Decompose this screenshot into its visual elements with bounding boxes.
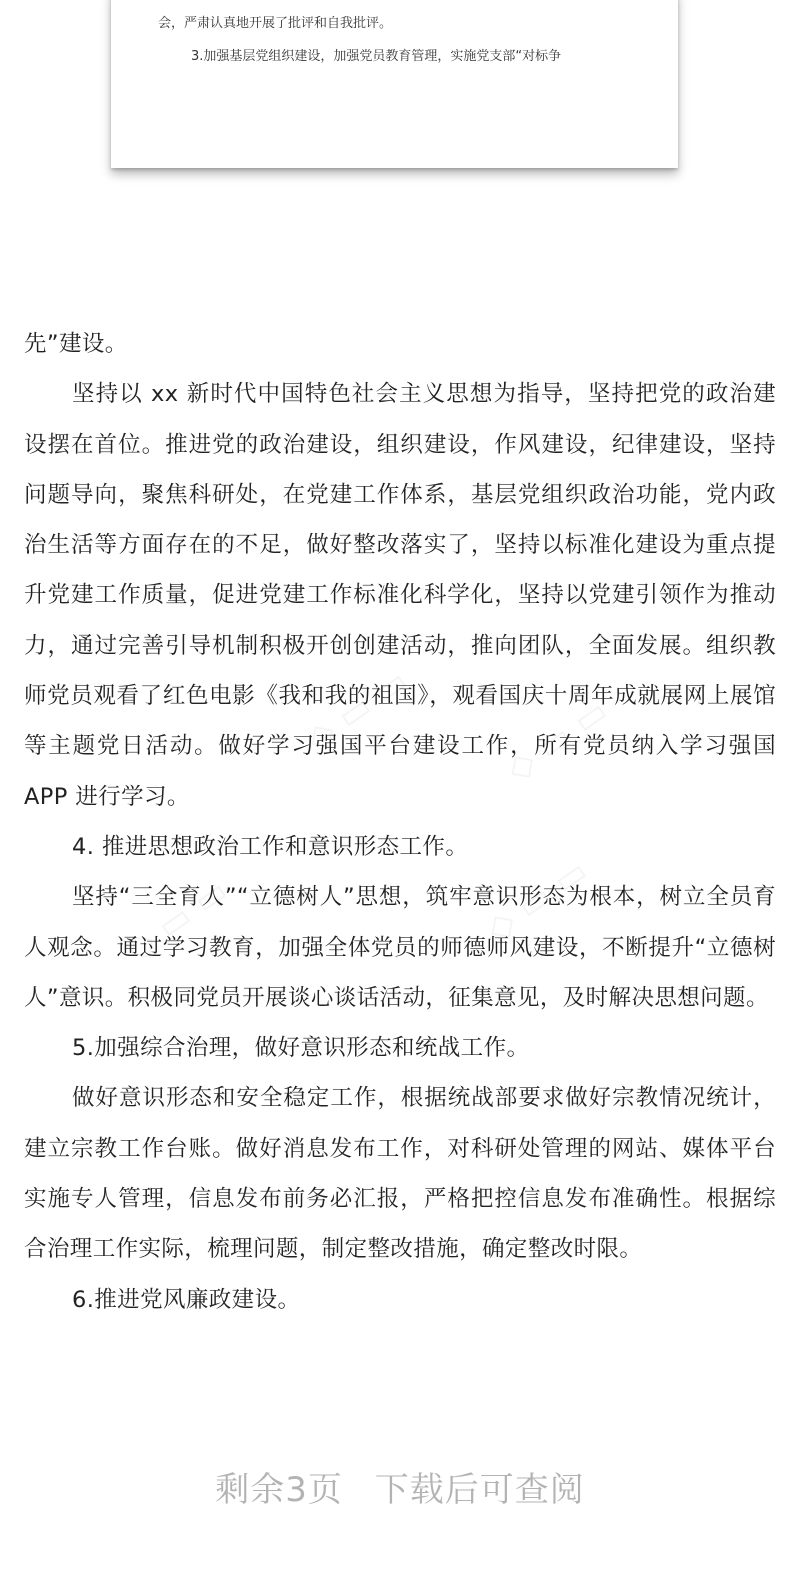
- download-hint-label: 下载后可查阅: [374, 1470, 585, 1510]
- section-heading: 5.加强综合治理，做好意识形态和统战工作。: [72, 1035, 530, 1062]
- preview-text-line: 3.加强基层党组织建设，加强党员教育管理，实施党支部“对标争: [191, 49, 562, 64]
- paragraph: 先”建设。: [24, 331, 128, 357]
- paragraph: 坚持“三全育人”“立德树人”思想，筑牢意识形态为根本，树立全员育人观念。通过学习教育，加强全体党员的师德师风建设，不断提升“立德树人”意识。积极同党员开展谈心谈话活动，征集意见，及时解决思想问题。: [24, 884, 776, 1011]
- remaining-pages-label: 剩余3页: [215, 1470, 343, 1510]
- document-body: [24, 319, 776, 1325]
- download-prompt[interactable]: [0, 1462, 800, 1511]
- document-preview-card: [111, 0, 678, 168]
- paragraph: 坚持以 xx 新时代中国特色社会主义思想为指导，坚持把党的政治建设摆在首位。推进党的政治建设，组织建设，作风建设，纪律建设，坚持问题导向，聚焦科研处，在党建工作体系，基层党组织政治功能，党内政治生活等方面存在的不足，做好整改落实了，坚持以标准化建设为重点提升党建工作质量，促进党建工作标准化科学化，坚持以党建引领作为推动力，通过完善引导机制积极开创创建活动，推向团队，全面发展。组织教师党员观看了红色电影《我和我的祖国》，观看国庆十周年成就展网上展馆等主题党日活动。做好学习强国平台建设工作，所有党员纳入学习强国 APP 进行学习。: [24, 381, 776, 810]
- paragraph: 做好意识形态和安全稳定工作，根据统战部要求做好宗教情况统计，建立宗教工作台账。做好消息发布工作，对科研处管理的网站、媒体平台实施专人管理，信息发布前务必汇报，严格把控信息发布准确性。根据综合治理工作实际，梳理问题，制定整改措施，确定整改时限。: [24, 1085, 776, 1263]
- section-heading: 4. 推进思想政治工作和意识形态工作。: [72, 833, 469, 860]
- section-heading: 6.推进党风廉政建设。: [72, 1286, 301, 1313]
- preview-text-line: 会，严肃认真地开展了批评和自我批评。: [158, 16, 393, 31]
